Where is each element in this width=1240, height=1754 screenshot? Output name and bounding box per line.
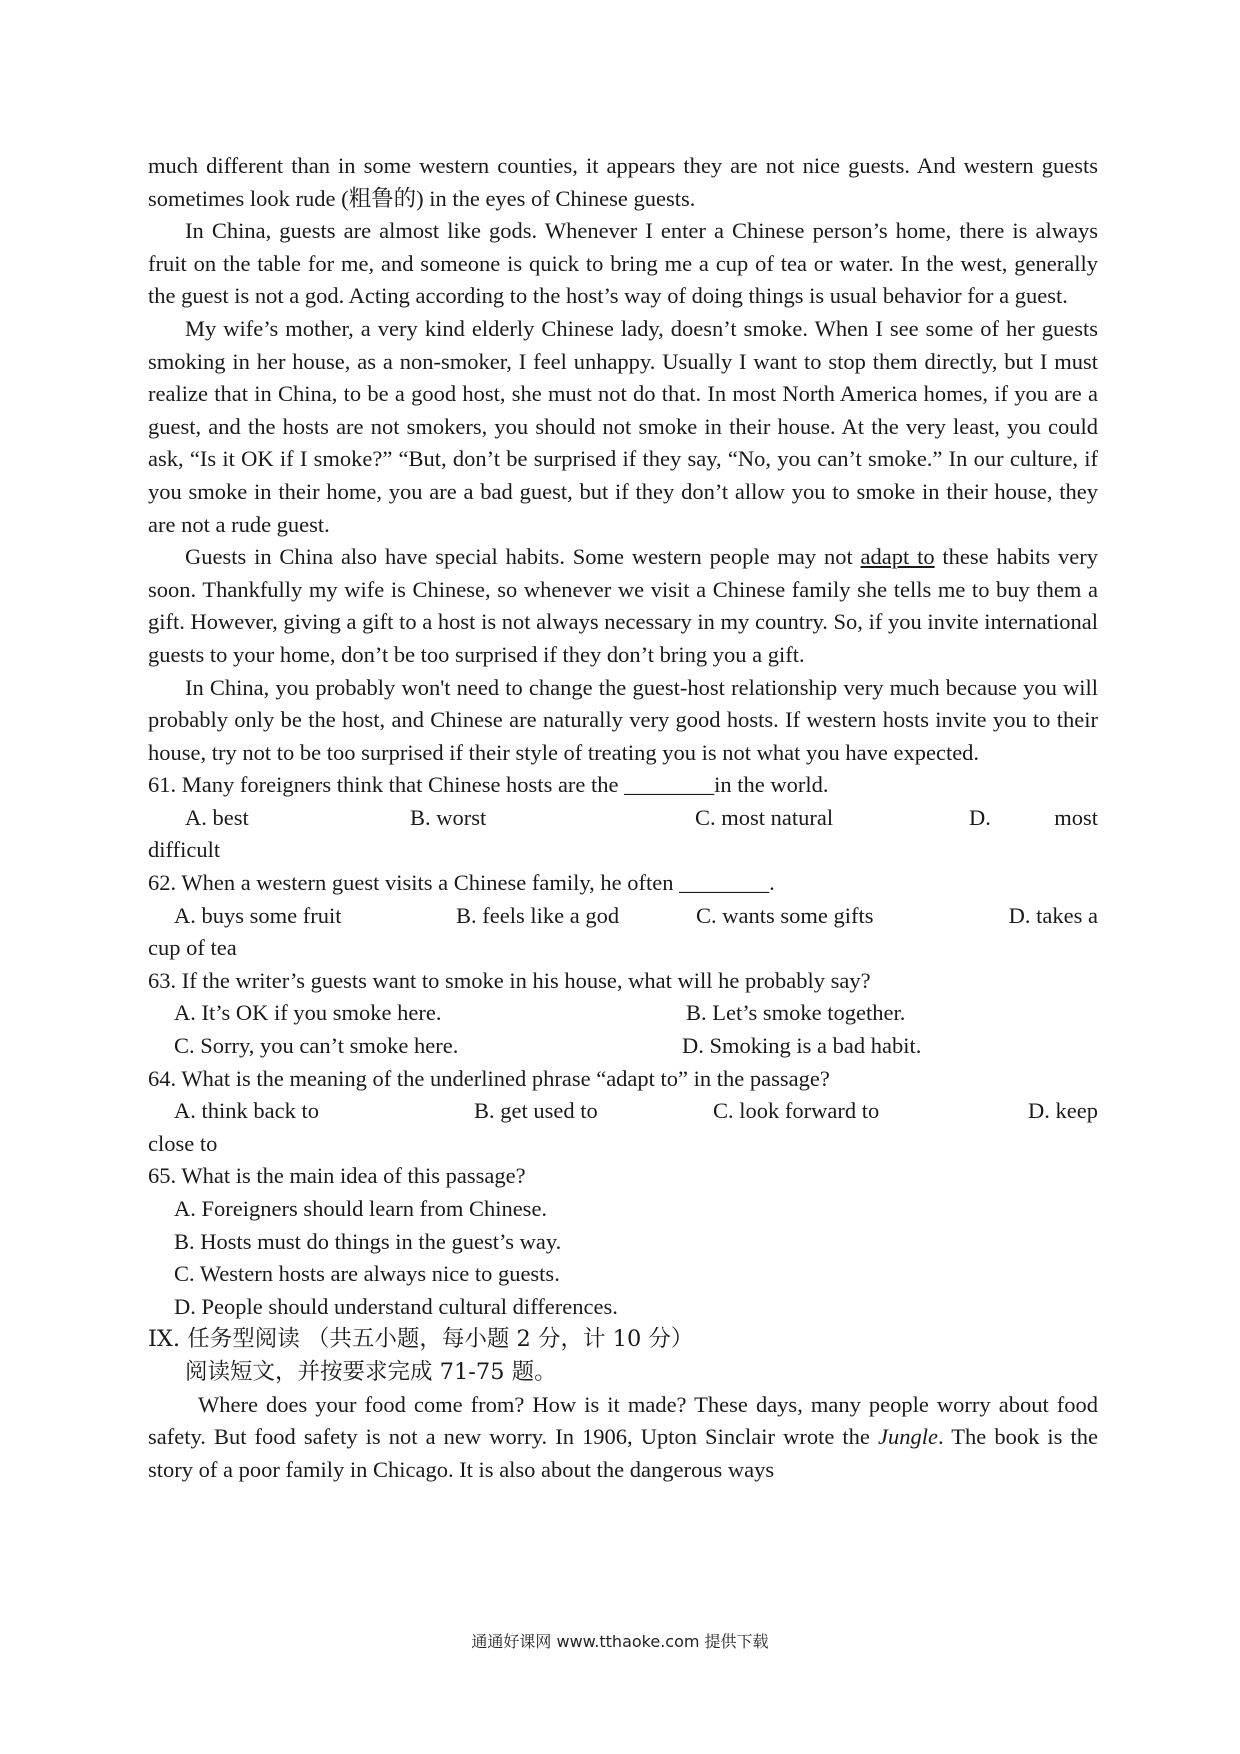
question-64-option-d: D. keep bbox=[1028, 1098, 1098, 1124]
question-61-option-d-wrap: difficult bbox=[148, 837, 221, 863]
question-61-options bbox=[148, 802, 1098, 835]
page-footer: 通通好课网 www.tthaoke.com 提供下载 bbox=[471, 1632, 769, 1651]
question-61-option-b: B. worst bbox=[410, 804, 487, 830]
question-63-stem: 63. If the writer’s guests want to smoke in his house, what will he probably say? bbox=[148, 967, 871, 993]
question-64-option-d-wrap: close to bbox=[148, 1130, 218, 1156]
book-title: Jungle bbox=[878, 1424, 938, 1450]
question-64-stem: 64. What is the meaning of the underlined phrase “adapt to” in the passage? bbox=[148, 1065, 830, 1091]
question-62-options bbox=[148, 900, 1098, 933]
section-9-instruction: 阅读短文，并按要求完成 71-75 题。 bbox=[185, 1358, 557, 1385]
question-64-option-b: B. get used to bbox=[474, 1098, 598, 1124]
passage-paragraph-1: much different than in some western counties, it appears they are not nice guests. And western guests sometimes look rude (粗鲁的) in the eyes of Chinese guests. bbox=[148, 153, 1098, 211]
paragraph-4-text-before: Guests in China also have special habits. Some western people may not bbox=[185, 544, 861, 570]
question-63-options-row-1 bbox=[148, 997, 1098, 1030]
section-9-text-after: . The book is the story of a poor family in Chicago. It is also about the dangerous ways bbox=[148, 1424, 1098, 1482]
question-65-option-d: D. People should understand cultural differences. bbox=[174, 1293, 618, 1319]
question-63-option-c: C. Sorry, you can’t smoke here. bbox=[174, 1033, 459, 1059]
page-content bbox=[148, 150, 1098, 1486]
question-63-option-d: D. Smoking is a bad habit. bbox=[682, 1033, 922, 1059]
question-62-option-d: D. takes a bbox=[1008, 902, 1098, 928]
passage-paragraph-4 bbox=[148, 541, 1098, 671]
question-65-option-b: B. Hosts must do things in the guest’s way. bbox=[174, 1228, 562, 1254]
question-61-option-a: A. best bbox=[185, 804, 249, 830]
question-64-option-c: C. look forward to bbox=[713, 1098, 880, 1124]
passage-paragraph-5: In China, you probably won't need to change the guest-host relationship very much because you will probably only be the host, and Chinese are naturally very good hosts. If western hosts invite you to their house, try not to be too surprised if their style of treating you is not what you have expected. bbox=[148, 674, 1098, 765]
section-9-text-before: Where does your food come from? How is it made? These days, many people worry about food safety. But food safety is not a new worry. In 1906, Upton Sinclair wrote the bbox=[148, 1391, 1098, 1450]
question-65-stem: 65. What is the main idea of this passage? bbox=[148, 1163, 526, 1189]
question-62-option-c: C. wants some gifts bbox=[696, 902, 874, 928]
question-61-option-d-text: most bbox=[1054, 804, 1098, 830]
underlined-phrase: adapt to bbox=[860, 544, 935, 570]
question-61-stem: 61. Many foreigners think that Chinese hosts are the ________in the world. bbox=[148, 772, 829, 798]
section-9-passage bbox=[148, 1389, 1098, 1487]
question-62-option-a: A. buys some fruit bbox=[174, 902, 342, 928]
question-65-option-a: A. Foreigners should learn from Chinese. bbox=[174, 1196, 548, 1221]
paragraph-4-text-after: these habits very soon. Thankfully my wife is Chinese, so whenever we visit a Chinese family she tells me to buy them a gift. However, giving a gift to a host is not always necessary in my country. So, if you invite international guests to your home, don’t be too surprised if they don’t bring you a gift. bbox=[148, 544, 1098, 667]
question-65-option-c: C. Western hosts are always nice to guests. bbox=[174, 1261, 560, 1287]
section-9-heading: IX. 任务型阅读 （共五小题，每小题 2 分，计 10 分） bbox=[148, 1326, 694, 1353]
question-64-options bbox=[148, 1095, 1098, 1128]
question-62-stem: 62. When a western guest visits a Chinese family, he often ________. bbox=[148, 870, 775, 896]
question-63-option-a: A. It’s OK if you smoke here. bbox=[174, 1000, 442, 1026]
question-62-option-b: B. feels like a god bbox=[456, 902, 620, 928]
question-64-option-a: A. think back to bbox=[174, 1098, 319, 1124]
question-62-option-d-wrap: cup of tea bbox=[148, 935, 237, 961]
passage-paragraph-2: In China, guests are almost like gods. Whenever I enter a Chinese person’s home, there is always fruit on the table for me, and someone is quick to bring me a cup of tea or water. In the west, generally the guest is not a god. Acting according to the host’s way of doing things is usual behavior for a guest. bbox=[148, 218, 1098, 309]
question-61-option-c: C. most natural bbox=[695, 804, 834, 830]
question-63-option-b: B. Let’s smoke together. bbox=[686, 1000, 906, 1026]
passage-paragraph-3: My wife’s mother, a very kind elderly Chinese lady, doesn’t smoke. When I see some of her guests smoking in her house, as a non-smoker, I feel unhappy. Usually I want to stop them directly, but I must realize that in China, to be a good host, she must not do that. In most North America homes, if you are a guest, and the hosts are not smokers, you should not smoke in their house. At the very least, you could ask, “Is it OK if I smoke?” “But, don’t be surprised if they say, “No, you can’t smoke.” In our culture, if you smoke in their home, you are a bad guest, but if they don’t allow you to smoke in their house, they are not a rude guest. bbox=[148, 315, 1098, 537]
question-61-option-d-letter: D. bbox=[969, 804, 991, 830]
question-63-options-row-2 bbox=[148, 1030, 1098, 1063]
